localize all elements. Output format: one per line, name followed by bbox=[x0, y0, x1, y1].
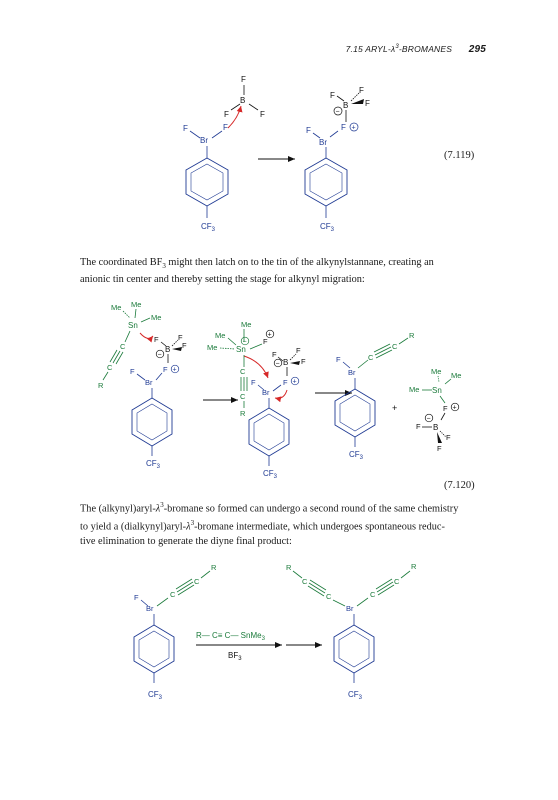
atom-f: F bbox=[301, 357, 306, 366]
atom-f: F bbox=[163, 365, 168, 374]
atom-me: Me bbox=[241, 320, 252, 329]
atom-br: Br bbox=[348, 368, 356, 377]
atom-f: F bbox=[306, 126, 311, 135]
atom-f: F bbox=[183, 124, 188, 133]
atom-c: C bbox=[392, 342, 398, 351]
atom-r: R bbox=[240, 409, 246, 418]
atom-br: Br bbox=[346, 604, 354, 613]
atom-me: Me bbox=[111, 303, 122, 312]
atom-br: Br bbox=[319, 138, 327, 147]
atom-f: F bbox=[178, 333, 183, 342]
benzene-ring bbox=[134, 625, 174, 673]
atom-br: Br bbox=[262, 388, 270, 397]
atom-f: F bbox=[263, 337, 268, 346]
atom-br: Br bbox=[200, 136, 208, 145]
atom-c: C bbox=[120, 342, 126, 351]
atom-me: Me bbox=[451, 371, 462, 380]
atom-cf3: $CF_3$ bbox=[148, 690, 163, 701]
atom-f: F bbox=[336, 355, 341, 364]
electron-arrow bbox=[275, 390, 287, 398]
atom-c: C bbox=[170, 590, 176, 599]
reagent-alkynylstannane: R— C≡ C— SnMe$_3$ bbox=[196, 631, 265, 642]
plus-sign: + bbox=[392, 403, 398, 413]
atom-sn: Sn bbox=[432, 386, 442, 395]
atom-c: C bbox=[107, 363, 113, 372]
atom-f: F bbox=[130, 367, 135, 376]
product-alkynyl-bromane bbox=[335, 331, 415, 461]
atom-c: C bbox=[240, 392, 246, 401]
atom-c: C bbox=[326, 592, 332, 601]
atom-f: F bbox=[182, 341, 187, 350]
atom-f: F bbox=[330, 91, 335, 100]
atom-f: F bbox=[446, 433, 451, 442]
atom-r: R bbox=[286, 563, 292, 572]
benzene-ring bbox=[334, 625, 374, 673]
atom-r: R bbox=[98, 381, 104, 390]
atom-f: F bbox=[241, 75, 246, 84]
svg-text:−: − bbox=[335, 108, 340, 116]
atom-f: F bbox=[443, 404, 448, 413]
atom-c: C bbox=[394, 577, 400, 586]
atom-cf3: $CF_3$ bbox=[320, 222, 335, 233]
atom-br: Br bbox=[145, 378, 153, 387]
atom-cf3: $CF_3$ bbox=[349, 450, 364, 461]
svg-text:−: − bbox=[275, 360, 280, 368]
atom-f: F bbox=[223, 123, 228, 132]
atom-c: C bbox=[194, 577, 200, 586]
atom-me: Me bbox=[409, 385, 420, 394]
atom-me: Me bbox=[215, 331, 226, 340]
benzene-ring bbox=[132, 398, 172, 446]
svg-text:+: + bbox=[267, 331, 272, 339]
atom-r: R bbox=[411, 562, 417, 571]
paragraph-1-line-2: anionic tin center and thereby setting the stage for alkynyl migration: bbox=[80, 274, 365, 286]
scheme-7-119 bbox=[183, 75, 370, 233]
atom-me: Me bbox=[131, 300, 142, 309]
atom-f: F bbox=[154, 335, 159, 344]
atom-f: F bbox=[283, 378, 288, 387]
benzene-ring bbox=[186, 158, 228, 206]
paragraph-1-line-1: The coordinated $BF_3$ might then latch on to the tin of the alkynylstannane, creating an bbox=[80, 257, 434, 271]
atom-f: F bbox=[437, 444, 442, 453]
svg-text:+: + bbox=[292, 378, 297, 386]
paragraph-2-line-2: to yield a $(dialkynyl)aryl-\lambda^3$-bromane intermediate, which undergoes spontaneous reduc- bbox=[80, 519, 445, 533]
product-fluorostannane-bf3 bbox=[409, 367, 461, 453]
atom-c: C bbox=[370, 590, 376, 599]
atom-cf3: $CF_3$ bbox=[348, 690, 363, 701]
atom-me: Me bbox=[207, 343, 218, 352]
atom-f: F bbox=[260, 110, 265, 119]
atom-c: C bbox=[302, 577, 308, 586]
atom-f: F bbox=[365, 99, 370, 108]
atom-c: C bbox=[240, 367, 246, 376]
atom-f: F bbox=[251, 378, 256, 387]
electron-arrow bbox=[140, 333, 153, 338]
atom-br: Br bbox=[146, 604, 154, 613]
atom-cf3: $CF_3$ bbox=[201, 222, 216, 233]
svg-text:−: − bbox=[157, 351, 162, 359]
atom-me: Me bbox=[431, 367, 442, 376]
product-adduct bbox=[305, 86, 370, 233]
scheme-7-120 bbox=[98, 300, 461, 480]
svg-text:+: + bbox=[452, 404, 457, 412]
paragraph-2-line-3: tive elimination to generate the diyne final product: bbox=[80, 535, 292, 547]
atom-b: B bbox=[433, 423, 439, 432]
atom-cf3: $CF_3$ bbox=[146, 459, 161, 470]
svg-text:−: − bbox=[242, 338, 247, 346]
atom-b: B bbox=[165, 345, 171, 354]
svg-text:+: + bbox=[351, 124, 356, 132]
scheme-diyne bbox=[134, 562, 417, 701]
benzene-ring bbox=[305, 158, 347, 206]
atom-b: B bbox=[240, 96, 246, 105]
atom-r: R bbox=[409, 331, 415, 340]
atom-b: B bbox=[283, 358, 289, 367]
atom-f: F bbox=[272, 350, 277, 359]
atom-me: Me bbox=[151, 313, 162, 322]
atom-f: F bbox=[341, 123, 346, 132]
atom-c: C bbox=[368, 353, 374, 362]
atom-sn: Sn bbox=[236, 345, 246, 354]
atom-f: F bbox=[359, 86, 364, 95]
atom-f: F bbox=[416, 422, 421, 431]
atom-f: F bbox=[296, 346, 301, 355]
reactant-arylbromane-bf3 bbox=[183, 75, 265, 233]
atom-f: F bbox=[224, 110, 229, 119]
atom-cf3: $CF_3$ bbox=[263, 469, 278, 480]
atom-sn: Sn bbox=[128, 321, 138, 330]
equation-number-7-120: (7.120) bbox=[444, 480, 475, 491]
running-title: 7.15 ARYL-$\lambda^3$-BROMANES bbox=[345, 44, 453, 54]
electron-arrow bbox=[244, 356, 268, 378]
paragraph-2-line-1: The $(alkynyl)aryl-\lambda^3$-bromane so formed can undergo a second round of the same chemistry bbox=[80, 501, 459, 515]
reactant-complex bbox=[98, 300, 187, 470]
svg-text:−: − bbox=[426, 415, 431, 423]
product-dialkynyl-bromane bbox=[286, 562, 417, 701]
electron-arrow bbox=[228, 106, 241, 128]
page-number: 295 bbox=[468, 44, 486, 55]
atom-b: B bbox=[343, 101, 349, 110]
benzene-ring bbox=[249, 408, 289, 456]
benzene-ring bbox=[335, 389, 375, 437]
reagent-bf3: $BF_3$ bbox=[228, 651, 242, 662]
atom-r: R bbox=[211, 563, 217, 572]
svg-text:+: + bbox=[172, 366, 177, 374]
equation-number-7-119: (7.119) bbox=[444, 150, 475, 161]
atom-f: F bbox=[134, 593, 139, 602]
